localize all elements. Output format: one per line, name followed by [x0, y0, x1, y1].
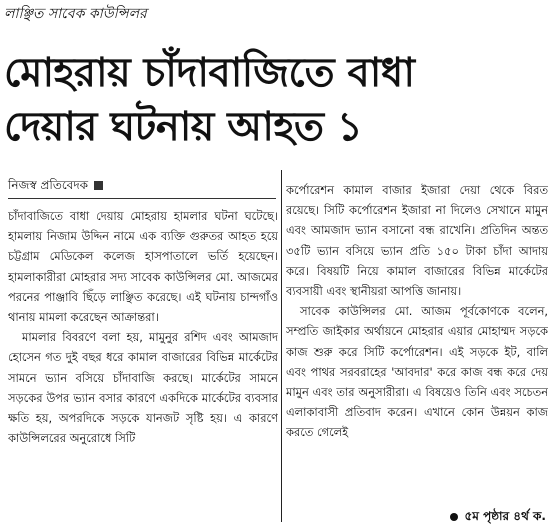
continued-on-page	[450, 506, 546, 526]
column-1	[8, 206, 278, 526]
bullet-icon	[450, 513, 458, 521]
column-2-paragraph-1: কর্পোরেশন কামাল বাজার ইজারা দেয়া থেকে বিরত রয়েছে। সিটি কর্পোরেশন ইজারা না দিলেও সেখানে মামুন এবং আমজাদ ভ্যান বসানো বন্ধ রাখেনি। প্রতিদিন অন্তত ৩৫টি ভ্যান বসিয়ে ভ্যান প্রতি ১৫০ টাকা চাঁদা আদায় করে। বিষয়টি নিয়ে কামাল বাজারের বিভিন্ন মার্কেটের ব্যবসায়ী এবং স্থানীয়রা আপত্তি জানায়।	[286, 183, 548, 299]
headline-line-2: দেয়ার ঘটনায় আহত ১	[4, 104, 363, 150]
headline-line-1: মোহরায় চাঁদাবাজিতে বাধা	[4, 50, 415, 96]
byline-square-icon	[94, 181, 103, 190]
byline-rule	[8, 198, 276, 199]
column-1-paragraph-2: মামলার বিবরণে বলা হয়, মামুনুর রশিদ এবং আমজাদ হোসেন গত দুই বছর ধরে কামাল বাজারের বিভিন্ন মার্কেটের সামনে ভ্যান বসিয়ে চাঁদাবাজি করছে। মার্কেটের সামনে সড়কের উপর ভ্যান বসার কারণে একদিকে মার্কেটের ব্যবসার ক্ষতি হয়, অপরদিকে সড়কে যানজট সৃষ্টি হয়। এ কারণে কাউন্সিলরের অনুরোধে সিটি	[8, 330, 278, 446]
column-1-paragraph-1: চাঁদাবাজিতে বাধা দেয়ায় মোহরায় হামলার ঘটনা ঘটেছে। হামলায় নিজাম উদ্দিন নামে এক ব্যক্তি গুরুতর আহত হয়ে চট্টগ্রাম মেডিকেল কলেজ হাসপাতালে ভর্তি হয়েছেন। হামলাকারীরা মোহরার সদ্য সাবেক কাউন্সিলর মো. আজমের পরনের পাঞ্জাবি ছিঁড়ে লাঞ্ছিত করেছে। এই ঘটনায় চান্দগাঁও থানায় মামলা করেছেন আক্রান্তরা।	[8, 209, 278, 325]
column-2	[286, 180, 548, 502]
byline	[8, 176, 278, 194]
byline-text: নিজস্ব প্রতিবেদক	[8, 178, 89, 192]
headline	[4, 46, 550, 154]
column-divider	[281, 170, 282, 522]
column-2-paragraph-2: সাবেক কাউন্সিলর মো. আজম পূর্বকোণকে বলেন, সম্প্রতি জাইকার অর্থায়নে মোহরার এয়ার মোহাম্মদ সড়কে কাজ শুরু করে সিটি কর্পোরেশন। এই সড়কে ইট, বালি এবং পাথর সরবরাহের 'আবদার' করে কাজ বন্ধ করে দেয় মামুন এবং তার অনুসারীরা। এ বিষয়েও তিনি এবং সচেতন এলাকাবাসী প্রতিবাদ করেন। এখানে কোন উন্নয়ন কাজ করতে গেলেই	[286, 304, 548, 440]
kicker: লাঞ্ছিত সাবেক কাউন্সিলর	[4, 6, 147, 22]
continued-text: ৫ম পৃষ্ঠার ৪র্থ ক.	[464, 509, 546, 523]
